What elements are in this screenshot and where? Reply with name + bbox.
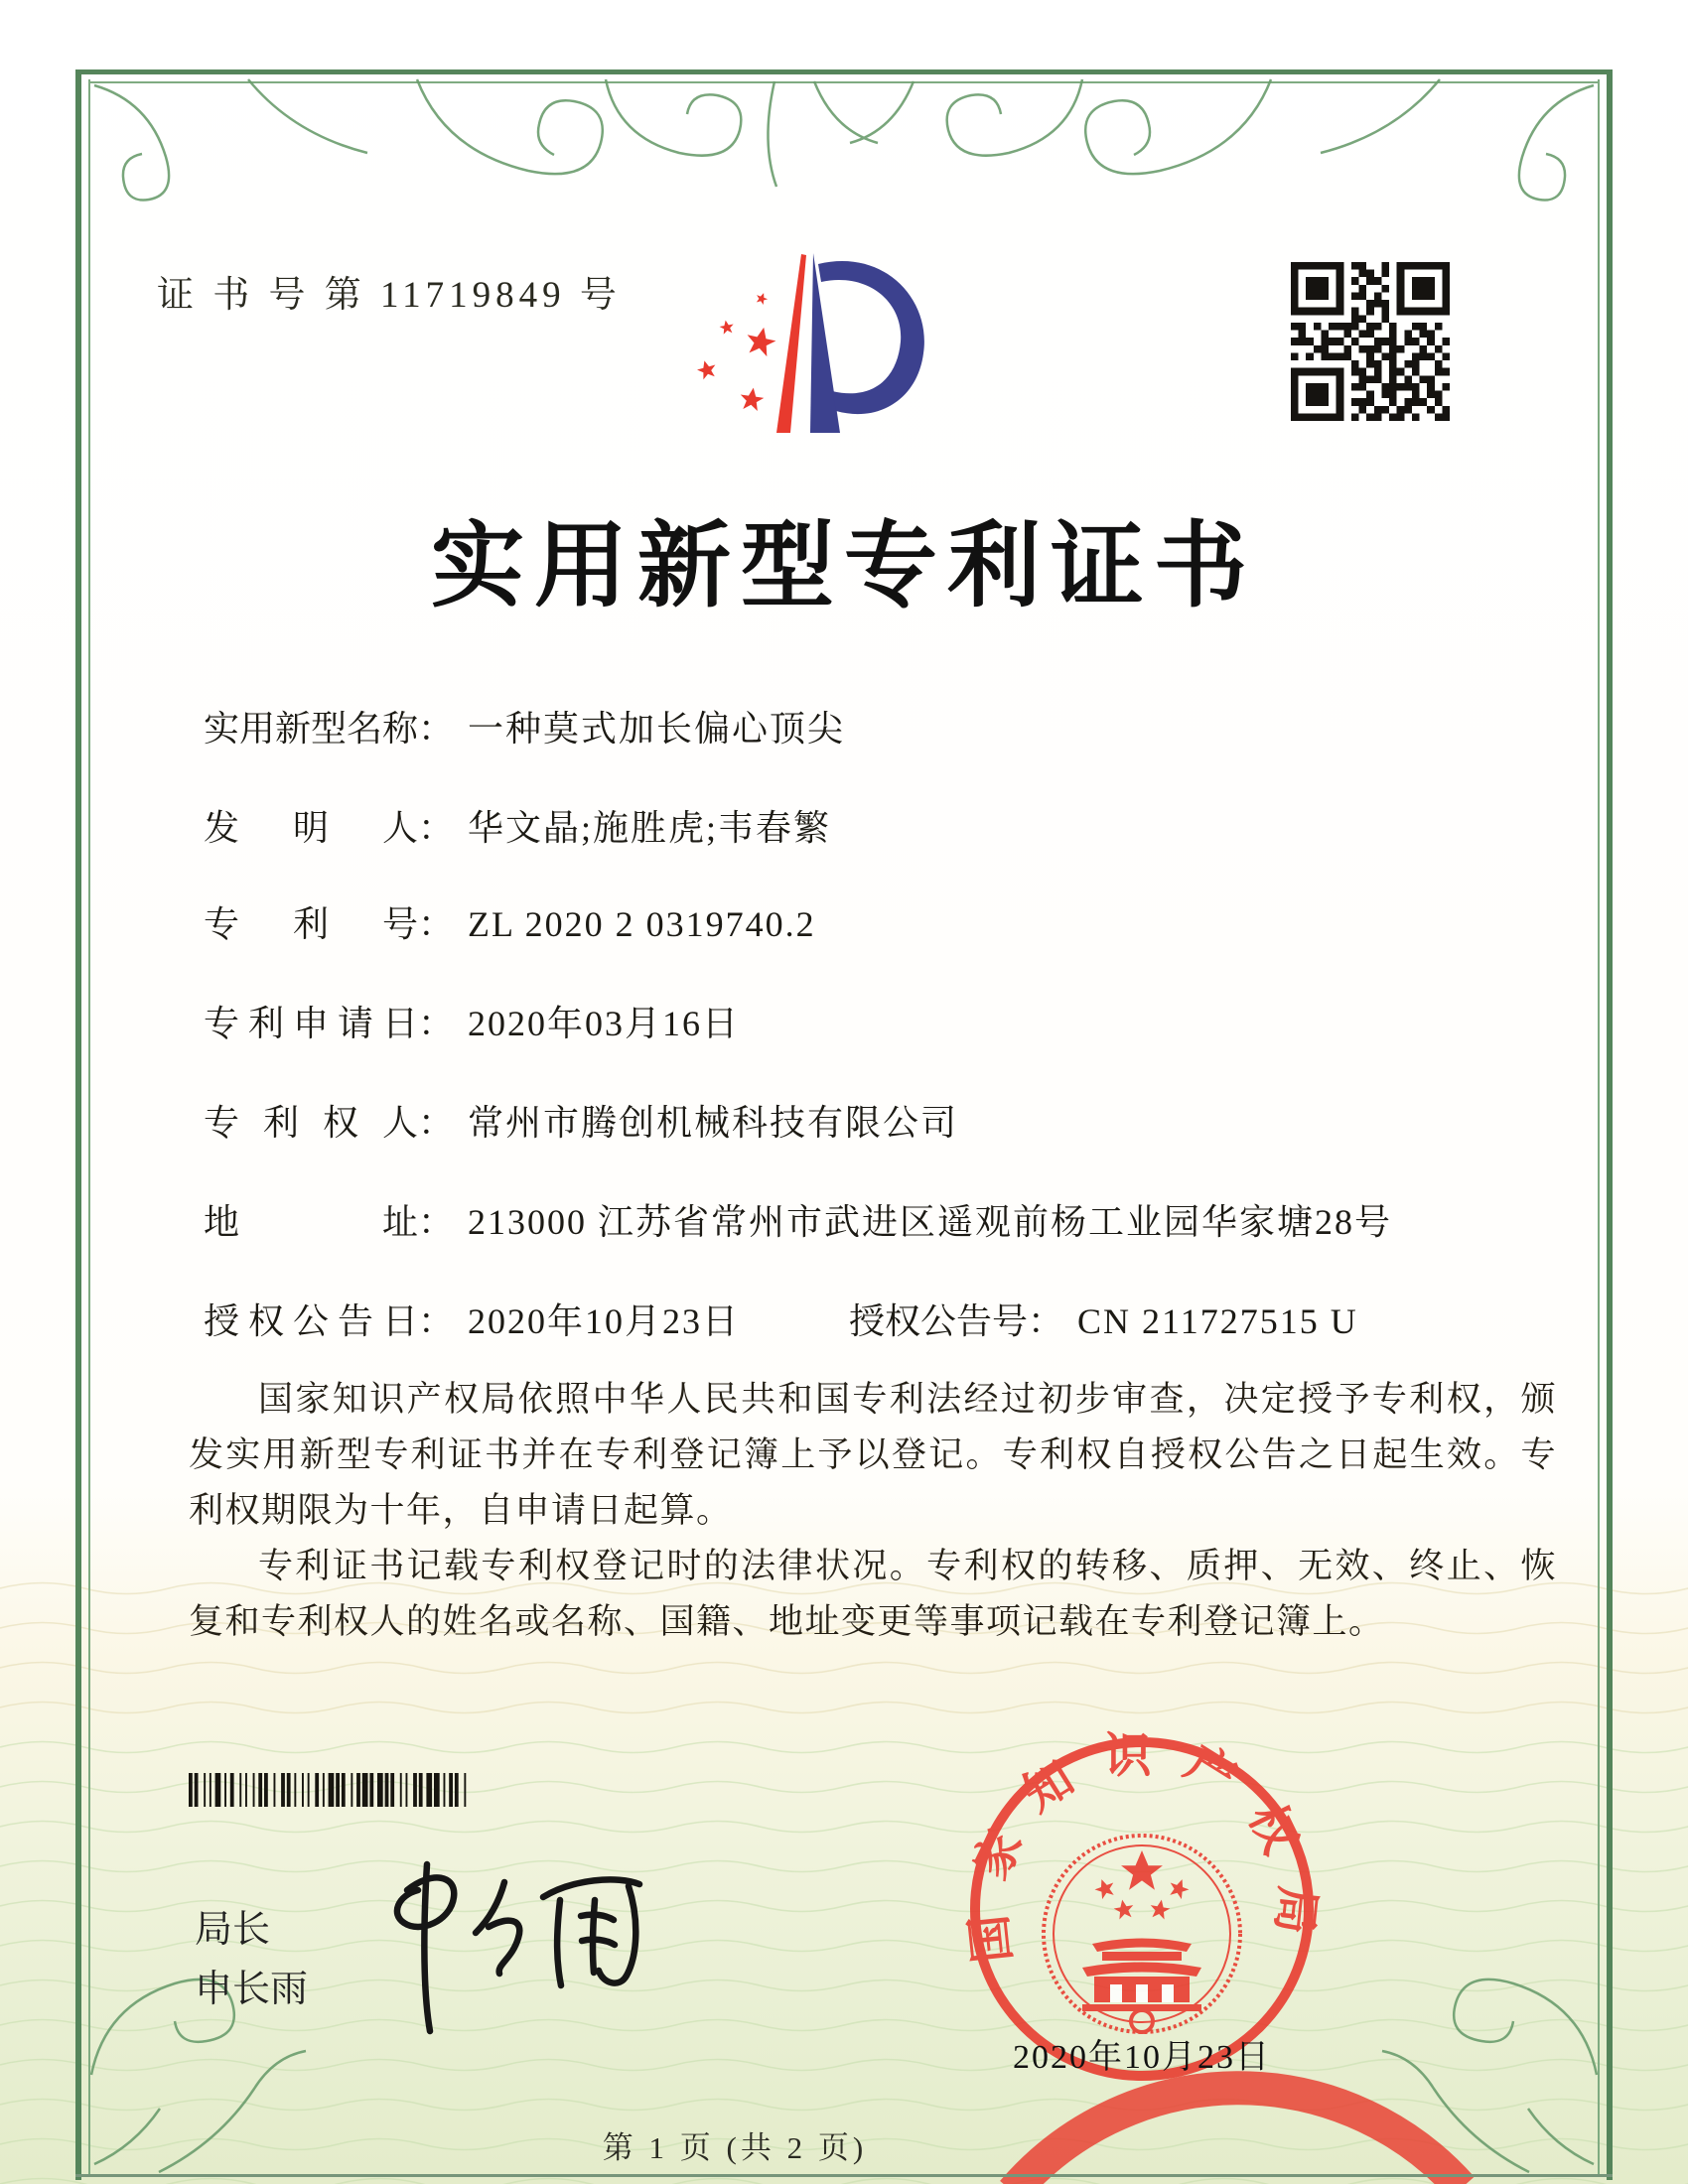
field-value: 2020年03月16日 xyxy=(468,1004,741,1043)
border-left-inner xyxy=(88,79,90,2176)
field-colon: ： xyxy=(418,709,455,749)
body-paragraph-1: 国家知识产权局依照中华人民共和国专利法经过初步审查，决定授予专利权，颁发实用新型专利证书并在专利登记簿上予以登记。专利权自授权公告之日起生效。专利权期限为十年，自申请日起算。 xyxy=(189,1380,1557,1530)
field-row xyxy=(204,996,740,1046)
logo-blue-p xyxy=(818,261,924,414)
field-row xyxy=(204,701,845,751)
field-colon: ： xyxy=(418,1301,455,1341)
field-label: 实用新型名称 xyxy=(204,709,419,749)
border-bottom xyxy=(75,2174,1613,2177)
border-right xyxy=(1607,69,1613,2180)
logo-red-spike xyxy=(776,254,806,433)
barcode xyxy=(189,1773,496,1807)
field-colon: ： xyxy=(1028,1301,1064,1341)
grant-number-group xyxy=(849,1294,1358,1344)
field-colon: ： xyxy=(418,1202,455,1242)
field-value: 213000 江苏省常州市武进区遥观前杨工业园华家塘28号 xyxy=(468,1202,1393,1242)
border-right-inner xyxy=(1598,79,1600,2176)
border-top xyxy=(75,69,1613,74)
field-value: 2020年10月23日 xyxy=(468,1301,741,1341)
legal-text-block xyxy=(189,1372,1557,1650)
field-label: 专利申请日 xyxy=(204,1004,418,1043)
field-label: 授权公告日 xyxy=(204,1301,418,1341)
field-value: 华文晶;施胜虎;韦春繁 xyxy=(468,808,832,848)
field-colon: ： xyxy=(418,808,455,848)
field-row xyxy=(204,800,831,851)
director-name: 申长雨 xyxy=(195,1969,309,2010)
field-row xyxy=(204,1095,958,1146)
qr-code xyxy=(1291,262,1450,421)
seal-ring-text: 国家知识产权局 xyxy=(959,1729,1325,1966)
seal-date: 2020年10月23日 xyxy=(1013,2039,1271,2076)
field-label: 地址 xyxy=(204,1202,418,1242)
field-colon: ： xyxy=(418,1004,455,1043)
field-row xyxy=(204,896,816,947)
field-value: 一种莫式加长偏心顶尖 xyxy=(468,709,846,749)
field-value: ZL 2020 2 0319740.2 xyxy=(468,904,816,944)
field-value: 常州市腾创机械科技有限公司 xyxy=(468,1103,959,1143)
grant-number-label: 授权公告号 xyxy=(849,1301,1029,1341)
certificate-title: 实用新型专利证书 xyxy=(430,515,1257,618)
field-colon: ： xyxy=(418,904,455,944)
certificate-number: 证 书 号 第 11719849 号 xyxy=(157,275,622,316)
seal-emblem xyxy=(1082,1850,1201,2011)
logo-stars xyxy=(695,291,777,412)
body-paragraph-2: 专利证书记载专利权登记时的法律状况。专利权的转移、质押、无效、终止、恢复和专利权人的姓名或名称、国籍、地址变更等事项记载在专利登记簿上。 xyxy=(189,1547,1557,1641)
grant-number-value: CN 211727515 U xyxy=(1077,1301,1358,1341)
cnipa-logo xyxy=(683,242,931,441)
director-title: 局长 xyxy=(195,1909,271,1951)
border-top-inner xyxy=(89,81,1599,83)
field-label: 发明人 xyxy=(204,808,418,848)
page-footer: 第 1 页 (共 2 页) xyxy=(602,2130,868,2165)
field-colon: ： xyxy=(418,1103,455,1143)
border-left xyxy=(75,69,81,2180)
field-row xyxy=(204,1194,1392,1245)
field-row xyxy=(204,1294,1358,1344)
field-label: 专利权人 xyxy=(204,1103,418,1143)
field-label: 专利号 xyxy=(204,904,418,944)
director-signature xyxy=(377,1844,695,2053)
